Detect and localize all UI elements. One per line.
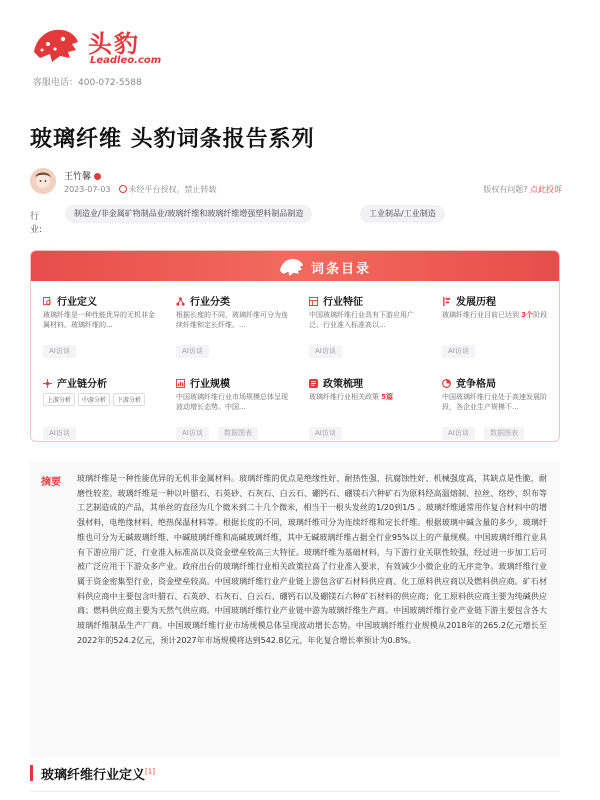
pie-icon (442, 379, 451, 388)
industry-label: 行业: (30, 212, 43, 235)
verified-badge-icon (94, 173, 101, 180)
leopard-logo-icon (276, 255, 306, 277)
data-chart-tag[interactable]: 数据图表 (484, 427, 524, 440)
industry-chip[interactable]: 工业制品/工业制造 (360, 205, 445, 223)
upstream-subtag[interactable]: 上游分析 (43, 393, 75, 406)
ai-interview-tag[interactable]: AI访谈 (176, 427, 209, 440)
ai-interview-tag[interactable]: AI访谈 (442, 427, 475, 440)
leopard-logo-icon (30, 22, 80, 64)
toc-header (31, 251, 559, 281)
toc-item-competition[interactable] (430, 375, 560, 442)
abstract-box (30, 462, 560, 758)
search-doc-icon (43, 297, 52, 306)
abstract-label: 摘要 (41, 477, 61, 488)
toc-item-desc: 根据长度的不同，玻璃纤维可分为连续纤维和定长纤维。... (176, 311, 288, 329)
toc-item-label: 行业分类 (190, 297, 230, 308)
reprint-notice: 未经平台授权，禁止转载 (128, 185, 217, 194)
toc-item-features[interactable] (297, 293, 427, 373)
toc-item-label: 竞争格局 (456, 379, 496, 390)
author-name-text: 王竹馨 (64, 172, 92, 182)
bar-chart-icon (176, 379, 185, 388)
toc-item-highlight: 3个 (521, 311, 534, 319)
toc-item-desc-text: 玻璃纤维行业目前已达到 (442, 311, 522, 319)
page-title: 玻璃纤维 头豹词条报告系列 (30, 127, 315, 152)
service-phone: 客服电话：400-072-5588 (33, 78, 142, 88)
toc-item-desc: 中国玻璃纤维行业具有下游应用广泛、行业准入标准高以... (309, 311, 414, 329)
policy-icon (309, 379, 318, 388)
subtag-group (43, 393, 148, 406)
brand-logo[interactable] (30, 18, 180, 73)
grid-icon (309, 297, 318, 306)
avatar-face-icon (30, 168, 56, 194)
complaint-link[interactable]: 点此投诉 (530, 185, 562, 194)
toc-item-label: 行业定义 (57, 297, 97, 308)
section-divider (30, 791, 560, 792)
toc-item-desc (442, 310, 554, 320)
downstream-subtag[interactable]: 下游分析 (113, 393, 145, 406)
industry-chip[interactable]: 制造业/非金属矿物制品业/玻璃纤维和玻璃纤维增强塑料制品制造 (65, 205, 312, 223)
toc-item-desc-text: 玻璃纤维行业相关政策 (309, 393, 382, 401)
toc-item-desc-suffix: 阶段 (533, 311, 548, 319)
timeline-icon (442, 297, 451, 306)
toc-item-desc (309, 392, 421, 402)
toc-item-label: 产业链分析 (57, 379, 107, 390)
toc-item-label: 行业规模 (190, 379, 230, 390)
toc-item-desc: 中国玻璃纤维行业处于高速发展阶段，各企业生产规模不... (442, 393, 547, 411)
toc-item-market-size[interactable] (164, 375, 294, 442)
toc-item-label: 发展历程 (456, 297, 496, 308)
chain-icon (43, 379, 52, 388)
abstract-text: 玻璃纤维是一种性能优异的无机非金属材料。玻璃纤维的优点是绝缘性好、耐热性强、抗腐蚀性好、机械强度高，其缺点是性脆，耐磨性较差。玻璃纤维是一种以叶腊石、石英砂、石灰石、白云石、硼钙石、硼镁石六种矿石为原料经高温熔制、拉丝、络纱、织布等工艺制造成的产品，其单丝的直径为几个微米到二十几个微米，相当于一根头发丝的1/20到1/5 。玻璃纤维通常用作复合材料中的增强材料，电绝缘材料、绝热保温材料等。根据长度的不同，玻璃纤维可分为连续纤维和定长纤维。根据玻璃中碱含量的多少，玻璃纤维也可分为无碱玻璃纤维、中碱玻璃纤维和高碱玻璃纤维，其中无碱玻璃纤维占据全行业95%以上的产量规模。中国玻璃纤维行业具有下游应用广泛、行业准入标准高以及资金壁垒较高三大特征。玻璃纤维为基础材料，与下游行业关联性较强，经过进一步加工后可被广泛应用于下游众多产业。政府出台的玻璃纤维行业相关政策拉高了行业准入要求，有效减少小微企业的无序竞争。玻璃纤维行业属于资金密集型行业，资金壁垒较高。中国玻璃纤维行业产业链上游包含矿石材料供应商、化工原料供应商以及燃料供应商。矿石材料供应商中主要包含叶腊石、石英砂、石灰石、白云石、硼钙石以及硼镁石六种矿石材料的供应商；化工原料供应商主要为纯碱供应商；燃料供应商主要为天然气供应商。中国玻璃纤维行业产业链中游为玻璃纤维生产商。中国玻璃纤维行业产业链下游主要包含各大玻璃纤维制品生产厂商。中国玻璃纤维行业市场规模总体呈现波动增长态势。中国玻璃纤维行业规模从2018年的265.2亿元增长至2022年的524.2亿元，预计2027年市场规模将达到542.8亿元，年化复合增长率预计为0.8%。 (77, 474, 547, 645)
publish-date: 2023-07-03 (64, 185, 111, 194)
tree-icon (176, 297, 185, 306)
ai-interview-tag[interactable]: AI访谈 (309, 345, 342, 358)
avatar[interactable] (30, 168, 56, 194)
ai-interview-tag[interactable]: AI访谈 (309, 427, 342, 440)
data-chart-tag[interactable]: 数据图表 (218, 427, 258, 440)
ai-interview-tag[interactable]: AI访谈 (442, 345, 475, 358)
midstream-subtag[interactable]: 中游分析 (78, 393, 110, 406)
toc-item-definition[interactable] (31, 293, 161, 373)
author-name[interactable] (64, 169, 101, 182)
toc-item-history[interactable] (430, 293, 560, 373)
brand-domain: Leadleo.com (90, 55, 162, 66)
brand-name: 头豹 (88, 30, 140, 58)
section-heading-text: 玻璃纤维行业定义 (41, 768, 146, 783)
toc-item-classification[interactable] (164, 293, 294, 373)
ai-interview-tag[interactable]: AI访谈 (43, 427, 76, 440)
copyright-question: 版权有问题? (483, 185, 528, 194)
footnote-ref[interactable]: [1] (145, 767, 155, 776)
publish-meta (64, 184, 217, 195)
ai-interview-tag[interactable]: AI访谈 (176, 345, 209, 358)
no-reprint-icon (119, 185, 127, 193)
toc-item-desc: 玻璃纤维是一种性能优异的无机非金属材料。玻璃纤维的... (43, 311, 155, 329)
toc-item-policy[interactable] (297, 375, 427, 442)
toc-item-highlight: 5篇 (381, 393, 394, 401)
section-heading (41, 764, 155, 783)
toc-item-label: 行业特征 (323, 297, 363, 308)
toc-panel (30, 250, 560, 442)
toc-item-label: 政策梳理 (323, 379, 363, 390)
toc-item-industry-chain[interactable] (31, 375, 161, 442)
ai-interview-tag[interactable]: AI访谈 (43, 345, 76, 358)
toc-item-desc: 中国玻璃纤维行业市场规模总体呈现波动增长态势。中国... (176, 393, 288, 411)
toc-title: 词条目录 (311, 262, 372, 277)
copyright-complaint (483, 184, 562, 195)
section-accent-bar (30, 765, 33, 781)
